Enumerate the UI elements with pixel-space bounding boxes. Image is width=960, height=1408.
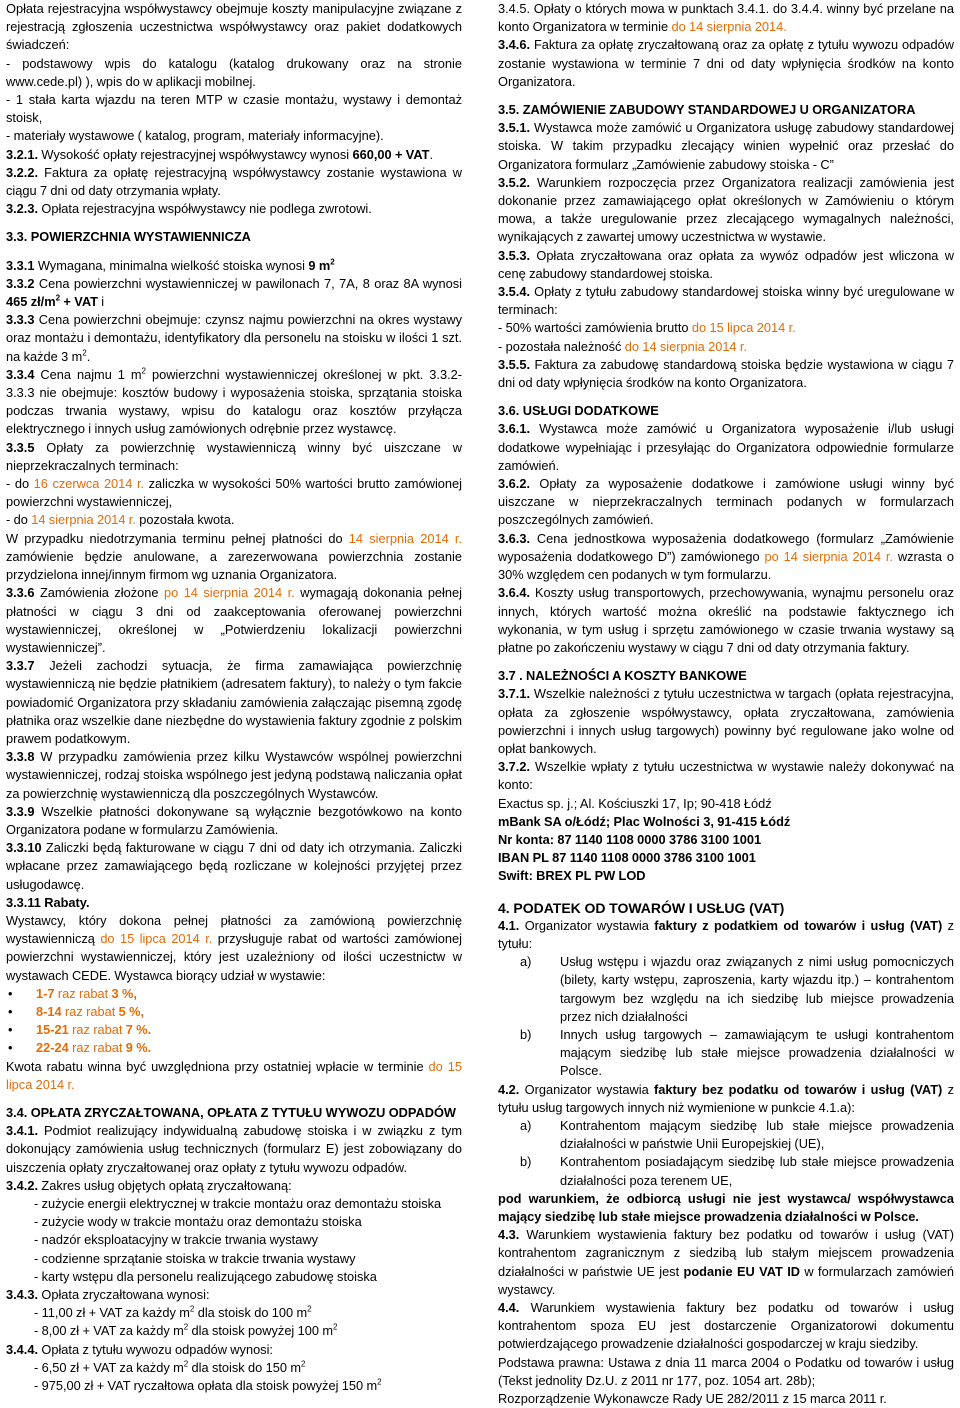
paragraph-3-2-2: 3.2.2. Faktura za opłatę rejestracyjną współwystawcy zostanie wystawiona w ciągu 7 dni od daty otrzymania wpłaty. bbox=[6, 164, 462, 199]
paragraph-3-4-3: 3.4.3. Opłata zryczałtowana wynosi: bbox=[6, 1287, 210, 1303]
paragraph-3-5-1: 3.5.1. Wystawca może zamówić u Organizatora usługę zabudowy standardowej stoiska. W takim przypadku zlecający winien wypełnić oraz przesłać do Organizatora formularz „Zamówienie zabudowy stoiska - C” bbox=[498, 120, 954, 172]
paragraph-3-4-1: 3.4.1. Podmiot realizujący indywidualną zabudowę stoiska i w związku z tym dokonujący zamówienia usług technicznych (formularz E) jest zobowiązany do uiszczenia opłaty zryczałtowanej oraz opłaty z tytułu wywozu odpadów. bbox=[6, 1123, 462, 1175]
vat-item-b: b) Innych usług targowych – zamawiającym te usługi kontrahentom mającym siedzibę lub stałe miejsce prowadzenia działalności w Polsce. bbox=[520, 1026, 954, 1079]
paragraph-3-4-6: 3.4.6. Faktura za opłatę zryczałtowaną oraz za opłatę z tytułu wywozu odpadów zostanie wystawiona w terminie 7 dni od daty wpłynięcia środków na konto Organizatora. bbox=[498, 37, 954, 89]
paragraph-3-5-2: 3.5.2. Warunkiem rozpoczęcia przez Organizatora realizacji zamówienia jest dokonanie przez zamawiającego opłat określonych w Zamówieniu o którym mowa, a także uregulowanie przez zlecającego wymagalnych należności, wynikających z zawartej umowy uczestnictwa w wystawie. bbox=[498, 174, 954, 245]
paragraph-3-4-2: 3.4.2. Zakres usług objętych opłatą zryczałtowaną: bbox=[6, 1177, 292, 1193]
paragraph-intro-card: - 1 stała karta wjazdu na teren MTP w czasie montażu, wystawy i demontaż stoisk, bbox=[6, 92, 462, 126]
paragraph-3-2-3: 3.2.3. Opłata rejestracyjna współwystawcy nie podlega zwrotowi. bbox=[6, 201, 372, 217]
discount-list bbox=[6, 985, 462, 1058]
paragraph-3-4-4: 3.4.4. Opłata z tytułu wywozu odpadów wynosi: bbox=[6, 1341, 273, 1357]
flat-fee-rate: - 8,00 zł + VAT za każdy $m^2$ dla stoisk powyżej 100 $m^2$ bbox=[34, 1323, 338, 1339]
waste-fee-rate: - 6,50 zł + VAT za każdy $m^2$ dla stoisk do 150 $m^2$ bbox=[34, 1359, 306, 1375]
paragraph-intro-materials: - materiały wystawowe ( katalog, program, materiały informacyjne). bbox=[6, 128, 384, 144]
paragraph-3-3-5-balance: - do 14 sierpnia 2014 r. pozostała kwota. bbox=[6, 512, 235, 528]
paragraph-3-3-10: 3.3.10 Zaliczki będą fakturowane w ciągu 7 dni od daty ich otrzymania. Zaliczki wpłacane przez zamawiającego będą rozliczane w kolejności przyjętej przez usługodawcę. bbox=[6, 840, 462, 892]
heading-3-7: 3.7 . NALEŻNOŚCI A KOSZTY BANKOWE bbox=[498, 668, 747, 684]
right-column bbox=[498, 0, 954, 1408]
paragraph-4-2-condition: pod warunkiem, że odbiorcą usługi nie jest wystawca/ współwystawca mający siedzibę lub stałe miejsce prowadzenia działalności w Polsce. bbox=[498, 1190, 954, 1224]
paragraph-3-5-4-balance: - pozostała należność do 14 sierpnia 2014 r. bbox=[498, 338, 748, 354]
waste-fee-rate: - 975,00 zł + VAT ryczałtowa opłata dla stoisk powyżej 150 $m^2$ bbox=[34, 1377, 382, 1394]
left-column bbox=[6, 0, 462, 1408]
flat-fee-item: - zużycie energii elektrycznej w trakcie montażu oraz demontażu stoiska bbox=[34, 1196, 442, 1211]
paragraph-3-3-5-cancel: W przypadku niedotrzymania terminu pełnej płatności do 14 sierpnia 2014 r. zamówienie będzie anulowane, a zarezerwowana powierzchnia zostanie przydzielona innej/innym firmom wg uznania Organizatora. bbox=[6, 530, 462, 583]
paragraph-3-3-3: 3.3.3 Cena powierzchni obejmuje: czynsz najmu powierzchni na okres wystawy oraz montażu i demontażu, identyfikatory dla personelu na stoisku w ilości 1 szt. na każde 3 $m^2$. bbox=[6, 312, 462, 364]
paragraph-3-7-1: 3.7.1. Wszelkie należności z tytułu uczestnictwa w targach (opłata rejestracyjna, opłata za zgłoszenie współwystawcy, opłata zryczałtowana, zamówienia powierzchni i innych usług targowych) powinny być regulowane jako wolne od opłat bankowych. bbox=[498, 686, 954, 756]
heading-3-4: 3.4. OPŁATA ZRYCZAŁTOWANA, OPŁATA Z TYTUŁU WYWOZU ODPADÓW bbox=[6, 1104, 457, 1120]
paragraph-3-3-6: 3.3.6 Zamówienia złożone po 14 sierpnia 2014 r. wymagają dokonania pełnej płatności w ciągu 3 dni od zaakceptowania oferowanej powierzchni wystawienniczej, określonej w „Potwierdzeniu lokalizacji powierzchni wystawienniczej”. bbox=[6, 585, 462, 655]
paragraph-3-6-4: 3.6.4. Koszty usług transportowych, przechowywania, wynajmu personelu oraz innych, których wartość można określić na podstawie faktycznego ich wykonania, w tym usług i sprzętu zamówionego w czasie trwania wystawy są płatne po zakończeniu wystawy w ciągu 7 dni od daty otrzymania faktury. bbox=[498, 585, 954, 655]
discount-item: • 8-14 raz rabat 5 %, bbox=[8, 1003, 145, 1019]
bank-name: mBank SA o/Łódź; Plac Wolności 3, 91-415 Łódź bbox=[498, 813, 791, 829]
paragraph-3-5-3: 3.5.3. Opłata zryczałtowana oraz opłata za wywóz odpadów jest wliczona w cenę zabudowy standardowej stoiska. bbox=[498, 247, 954, 281]
paragraph-3-6-3: 3.6.3. Cena jednostkowa wyposażenia dodatkowego (formularz „Zamówienie wyposażenia dodatkowego D”) zamówionego po 14 sierpnia 2014 r. wzrasta o 30% względem cen podanych w tym formularzu. bbox=[498, 530, 954, 583]
paragraph-intro: Opłata rejestracyjna współwystawcy obejmuje koszty manipulacyjne związane z rejestracją zgłoszenia uczestnictwa współwystawcy oraz pakiet dodatkowych świadczeń: bbox=[6, 1, 462, 53]
paragraph-4-2: 4.2. Organizator wystawia faktury bez podatku od towarów i usług (VAT) z tytułu usług targowych innych niż wymienione w punkcie 4.1.a): bbox=[498, 1081, 954, 1115]
paragraph-3-3-2: 3.3.2 Cena powierzchni wystawienniczej w pawilonach 7, 7A, 8 oraz 8A wynosi 465 $zł/m^2$ + VAT i bbox=[6, 275, 462, 310]
paragraph-3-5-4-deposit: - 50% wartości zamówienia brutto do 15 lipca 2014 r. bbox=[498, 320, 796, 336]
paragraph-3-3-4: 3.3.4 Cena najmu 1 $m^2$ powierzchni wystawienniczej określonej w pkt. 3.3.2-3.3.3 nie obejmuje: kosztów budowy i wyposażenia stoiska, sprzątania stoiska podczas trwania wystawy, wpisu do katalogu oraz kosztów przyłącza elektrycznego i innych usług zamówionych odrębnie przez wystawcę. bbox=[6, 366, 462, 437]
paragraph-3-3-11: 3.3.11 Rabaty. bbox=[6, 894, 90, 910]
heading-3-5: 3.5. ZAMÓWIENIE ZABUDOWY STANDARDOWEJ U ORGANIZATORA bbox=[498, 102, 916, 118]
paragraph-3-3-1: 3.3.1 Wymagana, minimalna wielkość stoiska wynosi 9 $m^2$ bbox=[6, 257, 335, 273]
paragraph-3-5-4: 3.5.4. Opłaty z tytułu zabudowy standardowej stoiska winny być uregulowane w terminach: bbox=[498, 284, 954, 318]
legal-regulation: Rozporządzenie Wykonawcze Rady UE 282/2011 z 15 marca 2011 r. bbox=[498, 1391, 887, 1407]
flat-fee-item: - karty wstępu dla personelu realizującego zabudowę stoiska bbox=[34, 1268, 377, 1284]
paragraph-3-3-9: 3.3.9 Wszelkie płatności dokonywane są wyłącznie bezgotówkowo na konto Organizatora podane w formularzu Zamówienia. bbox=[6, 803, 462, 837]
flat-fee-item: - nadzór eksploatacyjny w trakcie trwania wystawy bbox=[34, 1232, 318, 1248]
bank-iban: IBAN PL 87 1140 1108 0000 3786 3100 1001 bbox=[498, 850, 756, 866]
paragraph-4-1: 4.1. Organizator wystawia faktury z podatkiem od towarów i usług (VAT) z tytułu: bbox=[498, 917, 954, 951]
vat-exempt-item-b: b) Kontrahentom posiadającym siedzibę lub stałe miejsce prowadzenia działalności poza terenem UE, bbox=[520, 1154, 954, 1188]
paragraph-3-3-8: 3.3.8 W przypadku zamówienia przez kilku Wystawców wspólnej powierzchni wystawienniczej, rodzaj stoiska wspólnego jest jedyną podstawą naliczania opłat za powierzchnię wystawienniczą dla poszczególnych Wystawców. bbox=[6, 749, 462, 801]
bank-account-number: Nr konta: 87 1140 1108 0000 3786 3100 1001 bbox=[498, 831, 762, 847]
flat-fee-item: - codzienne sprzątanie stoiska w trakcie trwania wystawy bbox=[34, 1250, 356, 1266]
paragraph-3-3-5: 3.3.5 Opłaty za powierzchnię wystawienniczą winny być uiszczane w nieprzekraczalnych terminach: bbox=[6, 439, 462, 473]
discount-item: • 1-7 raz rabat 3 %, bbox=[8, 985, 137, 1001]
paragraph-3-3-5-deposit: - do 16 czerwca 2014 r. zaliczka w wysokości 50% wartości brutto zamówionej powierzchni wystawienniczej, bbox=[6, 476, 462, 510]
paragraph-intro-catalog: - podstawowy wpis do katalogu (katalog drukowany oraz na stronie www.cede.pl) ), wpis do w aplikacji mobilnej. bbox=[6, 55, 462, 89]
paragraph-discounts: Wystawcy, który dokona pełnej płatności za zamówioną powierzchnię wystawienniczą do 15 lipca 2014 r. przysługuje rabat od wartości zamówionej powierzchni wystawienniczej, który jest uzależniony od ilości uczestnictw w wystawach CEDE. Wystawca biorący udział w wystawie: bbox=[6, 912, 462, 983]
paragraph-3-6-1: 3.6.1. Wystawca może zamówić u Organizatora wyposażenie i/lub usługi dodatkowe wypełniając i przesyłając do Organizatora odpowiednie formularze zamówień. bbox=[498, 421, 954, 473]
paragraph-3-4-5: 3.4.5. Opłaty o których mowa w punktach 3.4.1. do 3.4.4. winny być przelane na konto Organizatora w terminie do 14 sierpnia 2014. bbox=[498, 1, 954, 35]
discount-item: • 15-21 raz rabat 7 %. bbox=[8, 1022, 152, 1038]
flat-fee-rate: - 11,00 zł + VAT za każdy $m^2$ dla stoisk do 100 $m^2$ bbox=[34, 1304, 312, 1321]
vat-exempt-item-a: a) Kontrahentom mającym siedzibę lub stałe miejsce prowadzenia działalności w państwie Unii Europejskiej (UE), bbox=[520, 1117, 954, 1152]
paragraph-3-5-5: 3.5.5. Faktura za zabudowę standardową stoiska będzie wystawiona w ciągu 7 dni od daty wpłynięcia środków na konto Organizatora. bbox=[498, 356, 954, 391]
flat-fee-item: - zużycie wody w trakcie montażu oraz demontażu stoiska bbox=[34, 1214, 362, 1230]
paragraph-3-6-2: 3.6.2. Opłaty za wyposażenie dodatkowe i zamówione usługi winny być uiszczane w nieprzekraczalnych terminach podanych w formularzach poszczególnych zamówień. bbox=[498, 476, 954, 528]
bank-address: Exactus sp. j.; Al. Kościuszki 17, Ip; 90-418 Łódź bbox=[498, 795, 772, 811]
paragraph-3-7-2: 3.7.2. Wszelkie wpłaty z tytułu uczestnictwa w wystawie należy dokonywać na konto: bbox=[498, 759, 954, 793]
paragraph-4-4: 4.4. Warunkiem wystawienia faktury bez podatku od towarów i usług kontrahentom spoza EU jest dostarczenie Organizatorowi dokumentu potwierdzającego prowadzenie działalności gospodarczej w kraju siedziby. bbox=[498, 1300, 954, 1352]
bank-swift: Swift: BREX PL PW LOD bbox=[498, 868, 646, 884]
paragraph-3-3-7: 3.3.7 Jeżeli zachodzi sytuacja, że firma zamawiająca powierzchnię wystawienniczą nie będzie płatnikiem (adresatem faktury), to należy o tym fakcie powiadomić Organizatora przy składaniu zamówienia załączając pisemną zgodę płatnika oraz wszelkie dane niezbędne do wystawienia faktury zgodnie z polskim prawem podatkowym. bbox=[6, 658, 462, 746]
paragraph-3-2-1: 3.2.1. Wysokość opłaty rejestracyjnej współwystawcy wynosi 660,00 + VAT. bbox=[6, 146, 434, 162]
legal-basis: Podstawa prawna: Ustawa z dnia 11 marca 2004 o Podatku od towarów i usług (Tekst jednolity Dz.U. z 2011 nr 177, poz. 1054 art. 28b); bbox=[498, 1354, 954, 1388]
heading-3-6: 3.6. USŁUGI DODATKOWE bbox=[498, 403, 659, 419]
vat-item-a: a) Usług wstępu i wjazdu oraz związanych z nimi usług pomocniczych (bilety, karty wstępu, zaproszenia, karty wjazdu itp.) – kontrahentom targowym bez względu na ich siedzibę lub miejsce prowadzenia przez nich działalności bbox=[520, 954, 954, 1024]
paragraph-4-3: 4.3. Warunkiem wystawienia faktury bez podatku od towarów i usług (VAT) kontrahentom zagranicznym z siedzibą lub stałym miejscem prowadzenia działalności w państwie UE jest podanie EU VAT ID w formularzach zamówień wystawcy. bbox=[498, 1227, 954, 1297]
paragraph-discount-deadline: Kwota rabatu winna być uwzględniona przy ostatniej wpłacie w terminie do 15 lipca 2014 r. bbox=[6, 1058, 462, 1092]
heading-4: 4. PODATEK OD TOWARÓW I USŁUG (VAT) bbox=[498, 899, 785, 916]
heading-3-3: 3.3. POWIERZCHNIA WYSTAWIENNICZA bbox=[6, 229, 251, 245]
discount-item: • 22-24 raz rabat 9 %. bbox=[8, 1040, 152, 1056]
